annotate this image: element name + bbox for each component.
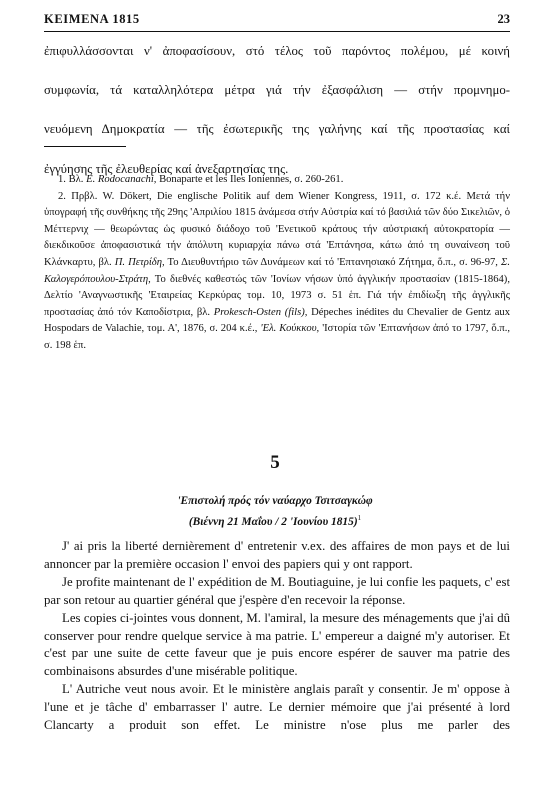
footnote-2-author: Π. Πετρίδη, — [114, 256, 165, 268]
footnote-1-prefix: 1. Βλ. — [58, 174, 87, 185]
footnote-marker: 1 — [357, 514, 362, 522]
footnote-2-text: Το Διευθυντήριο τῶν Δυνάμεων καί τό 'Επτανησιακό Ζήτημα, ὅ.π., σ. 96-97, — [164, 256, 502, 268]
top-paragraph — [44, 42, 510, 179]
footnote-2-author: 'Ελ. Κούκκου, — [260, 323, 320, 335]
letter-paragraph: J' ai pris la liberté dernièrement d' entretenir v.ex. des affaires de mon pays et de lui annoncer par la première occasion l' envoi des papiers qui y ont rapport. — [44, 539, 510, 571]
letter-body — [44, 538, 510, 753]
footnote-2 — [44, 189, 510, 355]
top-paragraph-line: ἐπιφυλλάσσονται ν' ἀποφασίσουν, στό τέλος τοῦ παρόντος πολέμου, μέ κοινή — [44, 44, 510, 58]
running-head — [44, 12, 510, 30]
footnote-2-text: 'Ιστορία τῶν 'Επτανήσων ἀπό το 1797, ὅ.π., σ. 198 ἑπ. — [44, 323, 510, 351]
page-number: 23 — [497, 12, 510, 26]
footnote-1-text: Bonaparte et les Iles Ioniennes, σ. 260-261. — [156, 174, 344, 185]
footnote-2-author: Prokesch-Osten (fils), — [213, 306, 308, 318]
letter-paragraph: Je profite maintenant de l' expédition de M. Boutiaguine, je lui confie les paquets, c' est par son retour au quartier général que j'espère d'en recevoir la réponse. — [44, 574, 510, 607]
running-head-title: KEIMENA 1815 — [44, 12, 140, 26]
document-title-line: 'Επιστολή πρός τόν ναύαρχο Τσιτσαγκώφ — [177, 495, 373, 507]
document-title-date — [0, 510, 550, 531]
footnote-2-text: 2. Πρβλ. W. Dökert, Die englische Politik auf dem Wiener Kongress, 1911, σ. 172 κ.έ. Μετά τήν ὑπογραφή τῆς συνθήκης τῆς 29ης 'Απριλίου 1815 ἀνάμεσα στήν Αὐστρία καί τό βασιλιά τῶν δύο Σικελιῶν, ὁ Μέττερνιχ — θεωρώντας ὡς φυσικό διάδοχο τοῦ 'Ενετικοῦ κράτους τήν αὐστριακή αὐτοκρατορία — διεκδικοῦσε ἀποφασιστικά τήν ἀπόλυτη κυριαρχία πάνω στά 'Επτάνησα, κάτω ἀπό τη συναίνεση τοῦ Κλάνκαρτυ, βλ. — [44, 190, 510, 268]
footnote-2-text: Το διεθνές καθεστώς τῶν 'Ιονίων νήσων ὑπό ἀγγλικήν προστασίαν (1815-1864), Δελτίο 'Αναγνωστικῆς 'Εταιρείας Κερκύρας τομ. 10, 1973 σ. 51 ἑπ. Γιά τήν ἐπιδίωξη τῆς ἀγγλικῆς προστασίας ἀπό τόν Καποδίστρια, βλ. — [44, 273, 510, 318]
document-number: 5 — [270, 452, 280, 473]
footnote-1-author: E. Rodocanachi, — [86, 174, 157, 185]
footnote-2-text: Dépeches inédites du Chevalier de Gentz aux Hospodars de Valachie, τομ. Α', 1876, σ. 204 κ.έ., — [44, 306, 510, 335]
top-paragraph-line: ἐγγύησης τῆς ἐλευθερίας καί ἀνεξαρτησίας της. — [44, 161, 289, 176]
footnote-1 — [44, 172, 510, 189]
letter-paragraph: L' Autriche veut nous avoir. Et le ministère anglais paraît y consentir. Je m' oppose à l'une et je tâche d' embarrasser l' autre. Le dernier mémoire que j'ai présenté à lord Clancarty a produit son effet. Le ministre n'ose plus me parler des — [44, 682, 510, 733]
top-paragraph-line: νευόμενη Δημοκρατία — τῆς ἐσωτερικῆς της γαλήνης καί τῆς προστασίας καί — [44, 122, 510, 137]
footnote-separator — [44, 146, 126, 147]
header-rule — [44, 31, 510, 32]
footnotes — [44, 172, 510, 355]
document-title-date-text: (Βιέννη 21 Μαΐου / 2 'Ιουνίου 1815) — [188, 515, 358, 528]
top-paragraph-line: συμφωνία, τά καταλληλότερα μέτρα γιά τήν ἐξασφάλιση — στήν προμνημο- — [44, 83, 510, 98]
footnote-2-author: Σ. Καλογερόπουλου-Στράτη, — [44, 256, 510, 285]
letter-paragraph: Les copies ci-jointes vous donnent, M. l'amiral, la mesure des ménagements que j'ai dû conserver pour rendre quelque service à ma patrie. L' empereur a daigné m'y autoriser. Et c'est par une suite de cette faveur que je puis encore espérer de sauver ma patrie des combinaisons absurdes d'une misérable politique. — [44, 610, 510, 679]
document-title — [0, 493, 550, 531]
